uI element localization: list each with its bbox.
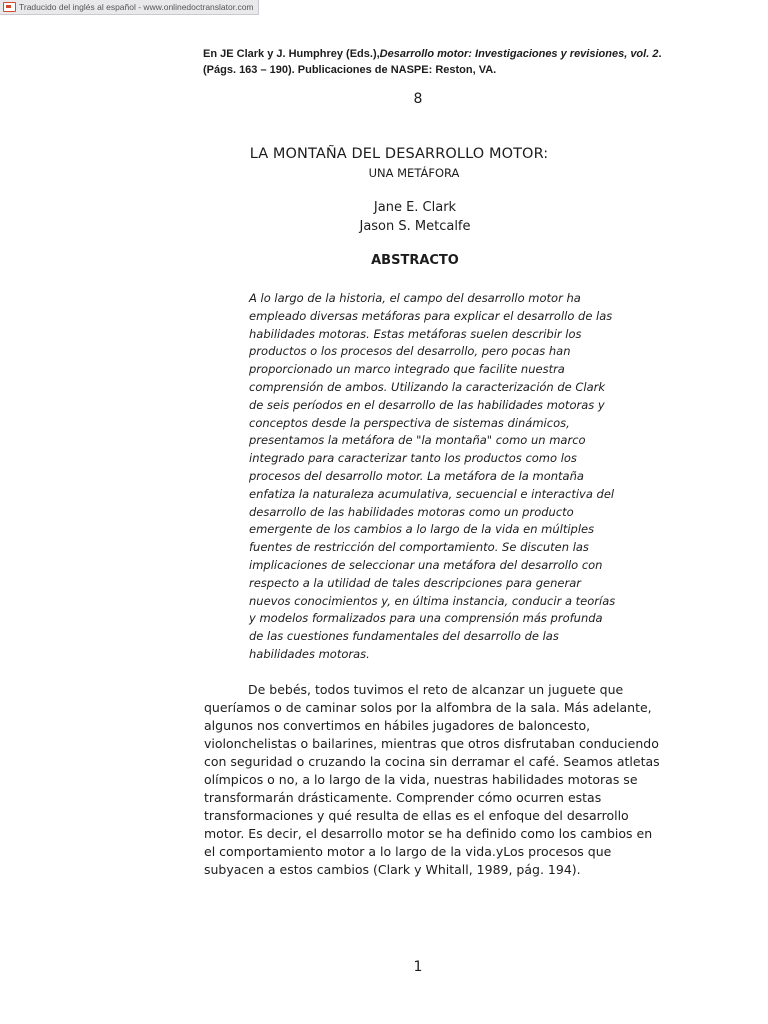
citation-line-1 [203,46,662,62]
translator-banner-text: Traducido del inglés al español - www.onlinedoctranslator.com [19,2,254,12]
abstract-line: empleado diversas metáforas para explicar el desarrollo de las [249,308,613,323]
author-name: Jane E. Clark [373,200,457,215]
abstract-line: enfatiza la naturaleza acumulativa, secuencial e interactiva del [249,486,615,501]
translator-banner[interactable] [0,0,259,15]
body-line: con seguridad o cruzando la cocina sin derramar el café. Seamos atletas [204,754,660,769]
abstract-line: implicaciones de seleccionar una metáfora del desarrollo con [249,557,603,572]
abstract-line: procesos del desarrollo motor. La metáfora de la montaña [249,468,584,483]
page-number: 1 [413,959,423,975]
translator-logo-icon [3,2,16,12]
abstract-line: presentamos la metáfora de "la montaña" como un marco [249,433,586,448]
citation [203,46,662,78]
abstract-line: A lo largo de la historia, el campo del desarrollo motor ha [249,291,581,305]
chapter-number: 8 [413,91,423,107]
chapter-title: LA MONTAÑA DEL DESARROLLO MOTOR: [249,146,549,162]
abstract-line: de las cuestiones fundamentales del desarrollo de las [249,629,559,644]
body-line: subyacen a estos cambios (Clark y Whitall, 1989, pág. 194). [204,862,581,877]
abstract-line: desarrollo de las habilidades motoras como un producto [249,504,574,519]
body-line: De bebés, todos tuvimos el reto de alcanzar un juguete que [248,682,624,697]
body-line: violonchelistas o bailarines, mientras que otros disfrutaban conduciendo [204,736,659,751]
abstract-line: respecto a la utilidad de tales descripciones para generar [249,575,581,590]
abstract-line: productos o los procesos del desarrollo, pero pocas han [249,344,571,359]
abstract-line: proporcionado un marco integrado que facilite nuestra [249,362,565,377]
abstract-line: habilidades motoras. [249,646,370,661]
abstract-line: comprensión de ambos. Utilizando la caracterización de Clark [249,379,606,394]
citation-suffix: . [658,48,662,60]
abstract-line: conceptos desde la perspectiva de sistemas dinámicos, [249,415,570,430]
body-paragraph [204,681,660,879]
abstract-line: habilidades motoras. Estas metáforas suelen describir los [249,326,582,341]
abstract-line: fuentes de restricción del comportamiento. Se discuten las [249,540,589,555]
body-line: olímpicos o no, a lo largo de la vida, nuestras habilidades motoras se [204,772,638,787]
abstract-line: integrado para caracterizar tanto los productos como los [249,451,577,466]
citation-prefix: En JE Clark y J. Humphrey (Eds.), [203,48,380,60]
body-line: transformarán drásticamente. Comprender cómo ocurren estas [204,790,602,805]
abstract-line: nuevos conocimientos y, en última instancia, conducir a teorías [249,593,616,608]
author-name: Jason S. Metcalfe [359,219,471,234]
body-line: motor. Es decir, el desarrollo motor se ha definido como los cambios en [204,826,653,841]
abstract-line: emergente de los cambios a lo largo de la vida en múltiples [249,522,595,537]
abstract-heading: ABSTRACTO [371,253,459,268]
abstract-line: de seis períodos en el desarrollo de las habilidades motoras y [249,397,605,412]
citation-line-2: (Págs. 163 – 190). Publicaciones de NASPE: Reston, VA. [203,64,497,76]
abstract-line: y modelos formalizados para una comprensión más profunda [249,611,603,626]
chapter-subtitle: UNA METÁFORA [368,166,460,180]
body-line: queríamos o de caminar solos por la alfombra de la sala. Más adelante, [204,700,652,715]
citation-book-title: Desarrollo motor: Investigaciones y revisiones, vol. 2 [379,48,659,60]
body-line: transformaciones y qué resulta de ellas es el enfoque del desarrollo [204,808,629,823]
abstract-paragraph [249,290,616,664]
body-line: el comportamiento motor a lo largo de la vida.yLos procesos que [204,844,612,859]
body-line: algunos nos convertimos en hábiles jugadores de baloncesto, [204,718,591,733]
